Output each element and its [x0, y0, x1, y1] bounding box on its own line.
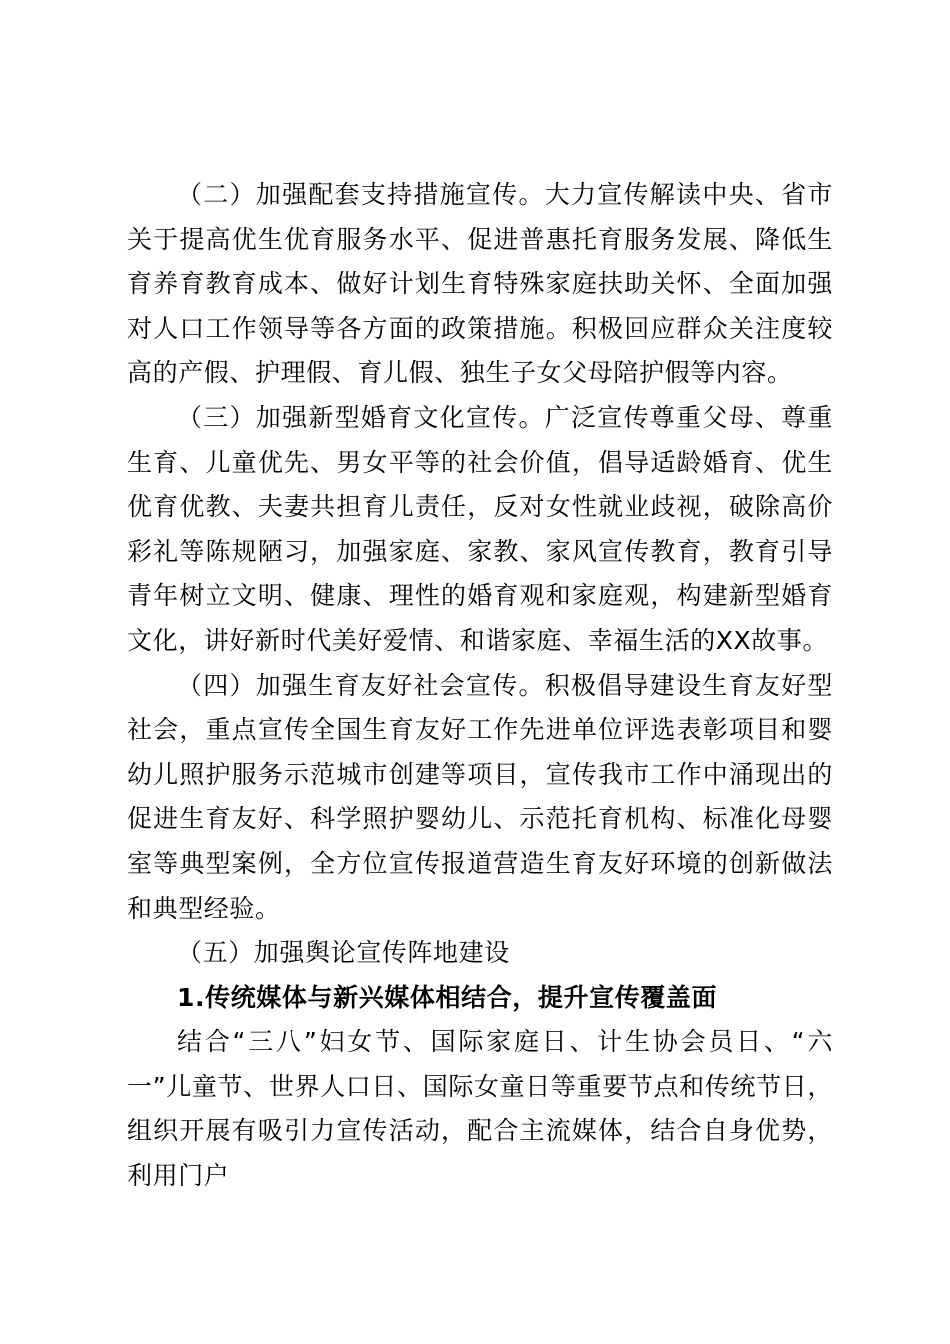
subheading-media-integration: 1.传统媒体与新兴媒体相结合，提升宣传覆盖面: [177, 982, 718, 1012]
document-body: [127, 173, 833, 1199]
paragraph-section-4: （四）加强生育友好社会宣传。积极倡导建设生育友好型社会，重点宣传全国生育友好工作先进单位评选表彰项目和婴幼儿照护服务示范城市创建等项目，宣传我市工作中涌现出的促进生育友好、科学照护婴幼儿、示范托育机构、标准化母婴室等典型案例，全方位宣传报道营造生育友好环境的创新做法和典型经验。: [127, 670, 833, 923]
paragraph-section-2: （二）加强配套支持措施宣传。大力宣传解读中央、省市关于提高优生优育服务水平、促进普惠托育服务发展、降低生育养育教育成本、做好计划生育特殊家庭扶助关怀、全面加强对人口工作领导等各方面的政策措施。积极回应群众关注度较高的产假、护理假、育儿假、独生子女父母陪护假等内容。: [127, 180, 833, 388]
paragraph-section-3: （三）加强新型婚育文化宣传。广泛宣传尊重父母、尊重生育、儿童优先、男女平等的社会价值，倡导适龄婚育、优生优育优教、夫妻共担育儿责任，反对女性就业歧视，破除高价彩礼等陈规陋习，加强家庭、家教、家风宣传教育，教育引导青年树立文明、健康、理性的婚育观和家庭观，构建新型婚育文化，讲好新时代美好爱情、和谐家庭、幸福生活的XX故事。: [127, 402, 833, 655]
paragraph-section-5-title: （五）加强舆论宣传阵地建设: [177, 938, 510, 968]
paragraph-media-integration: 结合“三八”妇女节、国际家庭日、计生协会员日、“六一”儿童节、世界人口日、国际女童日等重要节点和传统节日，组织开展有吸引力宣传活动，配合主流媒体，结合自身优势，利用门户: [127, 1027, 833, 1191]
